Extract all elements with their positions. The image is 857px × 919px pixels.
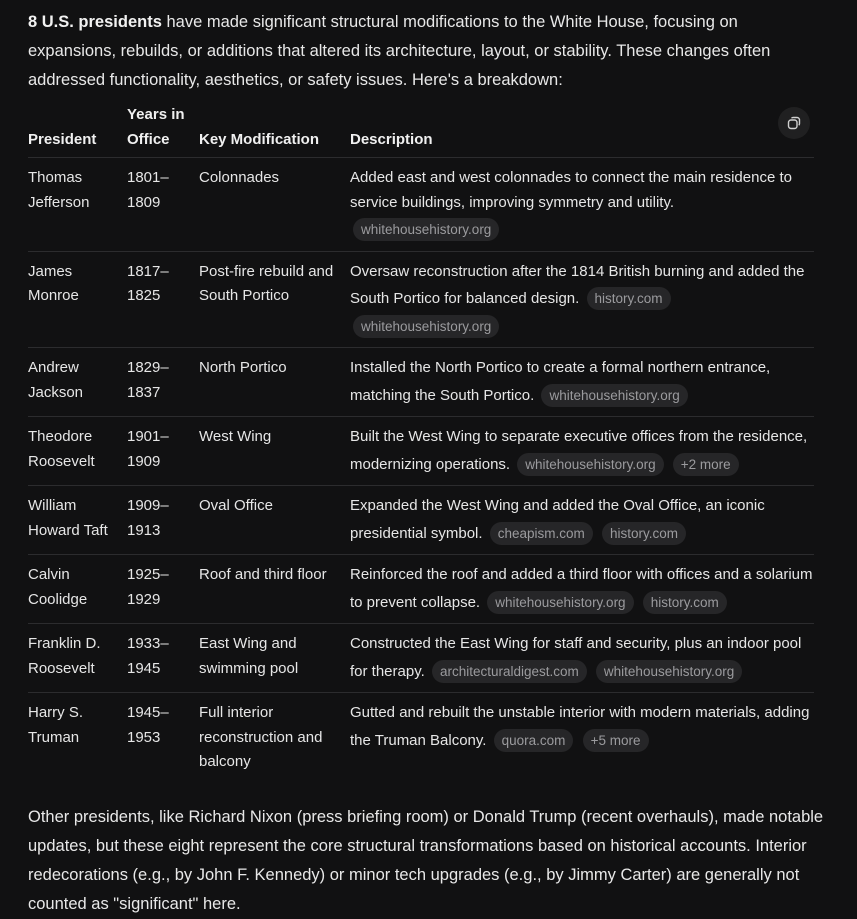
- header-description: Description: [350, 103, 814, 158]
- source-chip[interactable]: whitehousehistory.org: [353, 218, 499, 241]
- cell-description: [350, 348, 814, 417]
- table-row: [28, 348, 814, 417]
- cell-description: [350, 251, 814, 348]
- source-chip[interactable]: whitehousehistory.org: [487, 591, 633, 614]
- cell-president: Calvin Coolidge: [28, 555, 127, 624]
- source-chip[interactable]: history.com: [643, 591, 727, 614]
- table-row: [28, 555, 814, 624]
- table-row: [28, 251, 814, 348]
- cell-president: Harry S. Truman: [28, 704, 84, 746]
- cell-president: Theodore Roosevelt: [28, 417, 127, 486]
- description-text: Oversaw reconstruction after the 1814 British burning and added the South Portico for balanced design.: [350, 262, 805, 307]
- source-chip[interactable]: whitehousehistory.org: [517, 453, 663, 476]
- description-text: Reinforced the roof and added a third floor with offices and a solarium to prevent collapse.: [350, 566, 813, 611]
- source-chip[interactable]: whitehousehistory.org: [596, 660, 742, 683]
- cell-president: Franklin D. Roosevelt: [28, 624, 127, 693]
- cell-modification: North Portico: [199, 348, 350, 417]
- presidents-table-container: [28, 103, 814, 783]
- cell-description: [350, 555, 814, 624]
- cell-modification: Colonnades: [199, 158, 350, 252]
- cell-description: [350, 624, 814, 693]
- outro-paragraph: Other presidents, like Richard Nixon (press briefing room) or Donald Trump (recent overhauls), made notable updates, but these eight represent the core structural transformations based on historical accounts. Interior redecorations (e.g., by John F. Kennedy) or minor tech upgrades (e.g., by Jimmy Carter) are generally not counted as "significant" here.: [28, 807, 824, 913]
- source-chip[interactable]: architecturaldigest.com: [432, 660, 587, 683]
- cell-modification: Roof and third floor: [199, 555, 350, 624]
- intro-bold: 8 U.S. presidents: [28, 13, 162, 31]
- description-text: Expanded the West Wing and added the Oval Office, an iconic presidential symbol.: [350, 497, 765, 542]
- copy-icon: [786, 115, 802, 131]
- description-text: Built the West Wing to separate executive offices from the residence, modernizing operations.: [350, 428, 808, 473]
- source-chip[interactable]: whitehousehistory.org: [353, 315, 499, 338]
- cell-years: 1817–1825: [127, 251, 199, 348]
- source-chip[interactable]: history.com: [602, 522, 686, 545]
- intro-text: have made significant structural modifications to the White House, focusing on expansions, rebuilds, or additions that altered its architecture, layout, or stability. These changes often addressed functionality, aesthetics, or safety issues. Here's a breakdown:: [28, 13, 771, 89]
- table-header-row: [28, 103, 814, 158]
- source-chip[interactable]: quora.com: [494, 729, 574, 752]
- source-chip[interactable]: cheapism.com: [490, 522, 593, 545]
- cell-modification: Full interior reconstruction and balcony: [199, 704, 323, 770]
- header-president: President: [28, 103, 127, 158]
- table-row: [28, 624, 814, 693]
- cell-modification: West Wing: [199, 417, 350, 486]
- description-text: Gutted and rebuilt the unstable interior with modern materials, adding the Truman Balcony.: [350, 704, 810, 749]
- cell-description: [350, 486, 814, 555]
- cell-description: [350, 158, 814, 252]
- table-row: [28, 486, 814, 555]
- cell-description: [350, 693, 814, 783]
- cell-modification: East Wing and swimming pool: [199, 624, 350, 693]
- description-text: Constructed the East Wing for staff and security, plus an indoor pool for therapy.: [350, 635, 802, 680]
- cell-years: 1901–1909: [127, 417, 199, 486]
- cell-president: Thomas Jefferson: [28, 158, 127, 252]
- cell-modification: Oval Office: [199, 486, 350, 555]
- more-sources-chip[interactable]: +5 more: [583, 729, 649, 752]
- source-chip[interactable]: whitehousehistory.org: [541, 384, 687, 407]
- cell-years: 1909–1913: [127, 486, 199, 555]
- presidents-table: [28, 103, 814, 783]
- cell-description: [350, 417, 814, 486]
- description-text: Added east and west colonnades to connect the main residence to service buildings, improving symmetry and utility.: [350, 169, 792, 211]
- description-text: Installed the North Portico to create a formal northern entrance, matching the South Portico.: [350, 359, 771, 404]
- cell-president: Andrew Jackson: [28, 348, 127, 417]
- header-modification: Key Modification: [199, 103, 350, 158]
- table-row: [28, 158, 814, 252]
- table-row: [28, 693, 814, 783]
- cell-modification: Post-fire rebuild and South Portico: [199, 251, 350, 348]
- more-sources-chip[interactable]: +2 more: [673, 453, 739, 476]
- cell-president: William Howard Taft: [28, 486, 127, 555]
- cell-years: 1945–1953: [127, 704, 169, 746]
- cell-years: 1829–1837: [127, 348, 199, 417]
- source-chip[interactable]: history.com: [587, 287, 671, 310]
- intro-paragraph: [28, 8, 829, 95]
- cell-years: 1925–1929: [127, 555, 199, 624]
- copy-table-button[interactable]: [778, 107, 810, 139]
- cell-president: James Monroe: [28, 251, 127, 348]
- header-years: Years in Office: [127, 103, 199, 158]
- table-row: [28, 417, 814, 486]
- cell-years: 1933–1945: [127, 624, 199, 693]
- cell-years: 1801–1809: [127, 158, 199, 252]
